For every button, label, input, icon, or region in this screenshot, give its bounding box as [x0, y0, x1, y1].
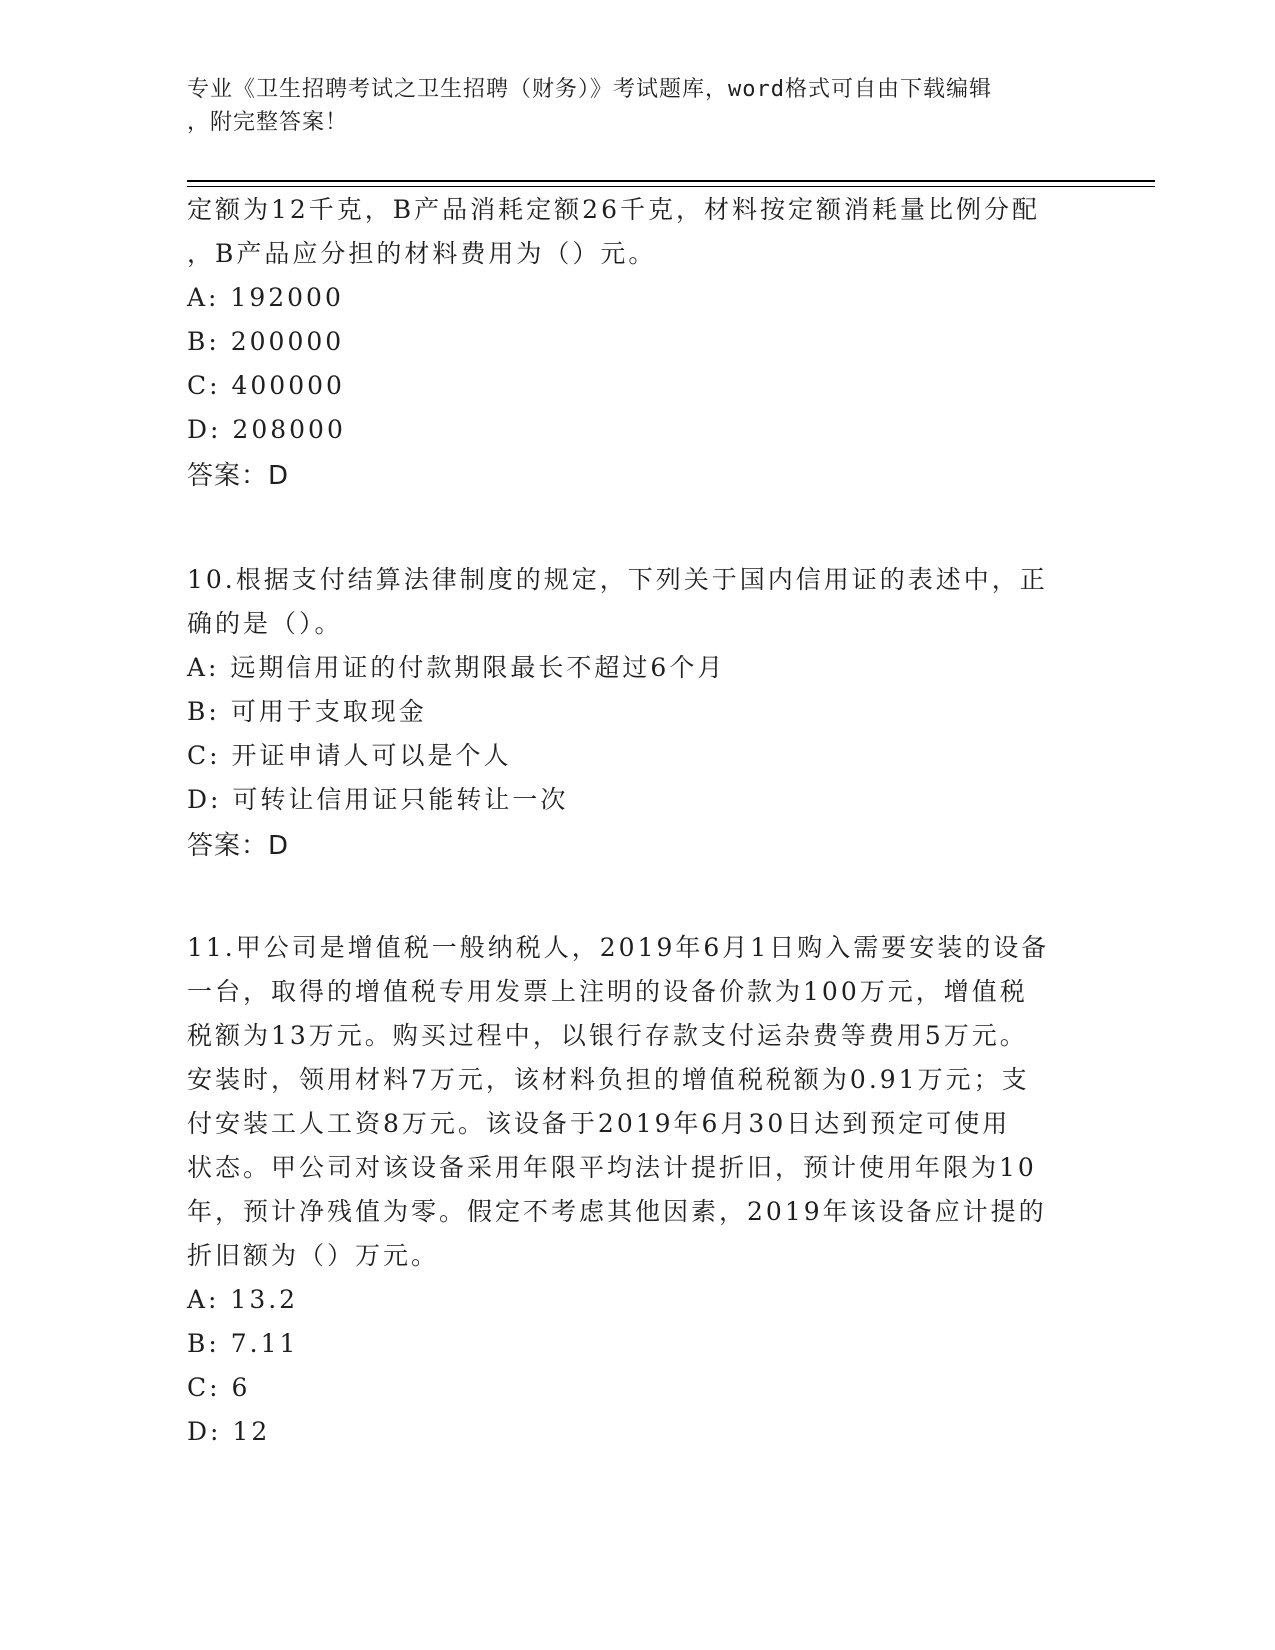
header-line-1: 专业《卫生招聘考试之卫生招聘（财务）》考试题库，word格式可自由下载编辑	[187, 77, 992, 102]
question-stem-line: 10.根据支付结算法律制度的规定，下列关于国内信用证的表述中，正	[187, 565, 1048, 594]
document-header	[187, 73, 1087, 139]
question-stem-line: 折旧额为（）万元。	[187, 1241, 440, 1270]
question-stem-line: 定额为12千克，B产品消耗定额26千克，材料按定额消耗量比例分配	[187, 195, 1040, 224]
question-stem-line: 安装时，领用材料7万元，该材料负担的增值税税额为0.91万元；支	[187, 1065, 1030, 1094]
question-spacer	[187, 870, 1087, 926]
header-line-2: ，附完整答案！	[187, 110, 349, 135]
option-c: C: 开证申请人可以是个人	[187, 741, 512, 770]
question-9	[187, 188, 1087, 500]
question-stem-line: 税额为13万元。购买过程中，以银行存款支付运杂费等费用5万元。	[187, 1021, 1028, 1050]
question-stem-line: ，B产品应分担的材料费用为（）元。	[187, 239, 657, 268]
question-stem-line: 年，预计净残值为零。假定不考虑其他因素，2019年该设备应计提的	[187, 1197, 1047, 1226]
question-stem-line: 11.甲公司是增值税一般纳税人，2019年6月1日购入需要安装的设备	[187, 933, 1050, 962]
answer-label: 答案：D	[187, 831, 290, 861]
question-stem-line: 确的是（）。	[187, 609, 343, 638]
question-stem-line: 状态。甲公司对该设备采用年限平均法计提折旧，预计使用年限为10	[187, 1153, 1037, 1182]
option-d: D: 208000	[187, 415, 346, 444]
question-11	[187, 926, 1087, 1454]
answer-label: 答案：D	[187, 461, 290, 491]
option-a: A: 192000	[187, 283, 344, 312]
option-a: A: 13.2	[187, 1285, 299, 1314]
option-c: C: 400000	[187, 371, 345, 400]
question-stem-line: 付安装工人工资8万元。该设备于2019年6月30日达到预定可使用	[187, 1109, 1011, 1138]
question-stem-line: 一台，取得的增值税专用发票上注明的设备价款为100万元，增值税	[187, 977, 1028, 1006]
option-b: B: 200000	[187, 327, 345, 356]
header-rule-thin	[187, 186, 1155, 187]
question-spacer	[187, 500, 1087, 558]
question-10	[187, 558, 1087, 870]
option-c: C: 6	[187, 1373, 251, 1402]
option-a: A: 远期信用证的付款期限最长不超过6个月	[187, 653, 726, 682]
option-d: D: 12	[187, 1417, 271, 1446]
option-d: D: 可转让信用证只能转让一次	[187, 785, 569, 814]
header-rule-thick	[187, 180, 1155, 182]
option-b: B: 7.11	[187, 1329, 299, 1358]
question-content	[187, 188, 1087, 1454]
option-b: B: 可用于支取现金	[187, 697, 427, 726]
